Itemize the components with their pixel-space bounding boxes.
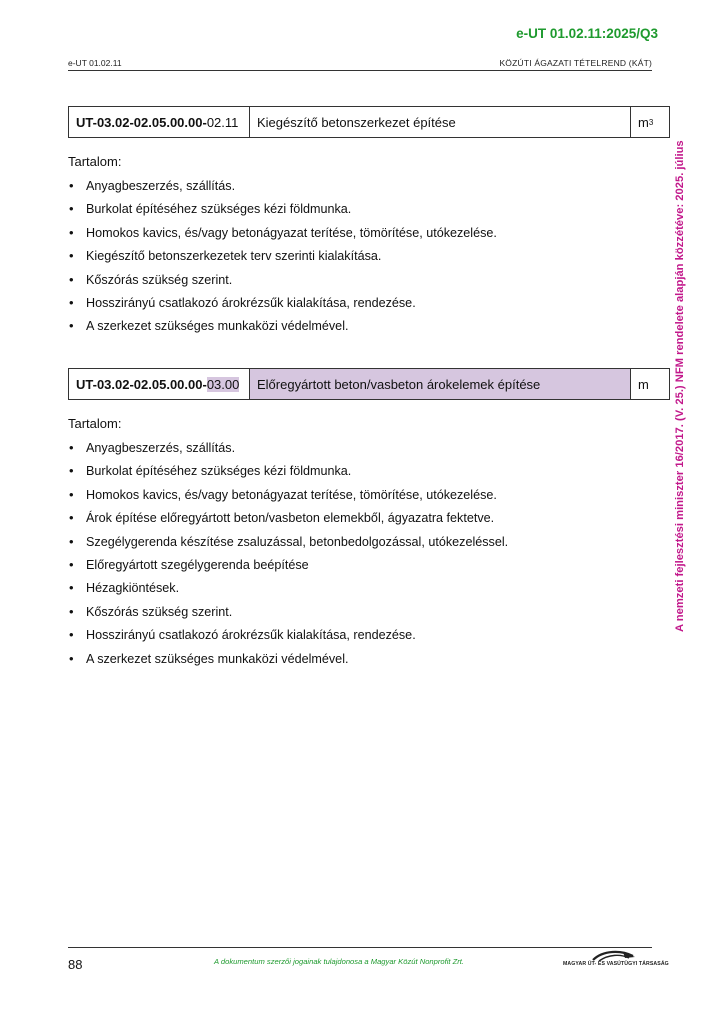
list-item: • Kőszórás szükség szerint. bbox=[68, 272, 497, 295]
list-item: • Kiegészítő betonszerkezetek terv szerinti kialakítása. bbox=[68, 248, 497, 271]
item-unit bbox=[631, 369, 669, 399]
copyright-notice: A dokumentum szerzői jogainak tulajdonosa a Magyar Közút Nonprofit Zrt. bbox=[214, 957, 465, 966]
publication-side-note: A nemzeti fejlesztési miniszter 16/2017. (V. 25.) NFM rendelete alapján közzétéve: 2025. július bbox=[674, 140, 686, 632]
list-item: • Burkolat építéséhez szükséges kézi földmunka. bbox=[68, 201, 497, 224]
header-divider bbox=[68, 70, 652, 71]
list-item: • Hézagkiöntések. bbox=[68, 580, 508, 603]
unit-superscript: 3 bbox=[648, 117, 654, 127]
bullet-list-1 bbox=[68, 178, 497, 342]
unit-label: m bbox=[638, 114, 649, 130]
item-title: Előregyártott beton/vasbeton árokelemek építése bbox=[250, 369, 631, 399]
list-item: • Árok építése előregyártott beton/vasbeton elemekből, ágyazatra fektetve. bbox=[68, 510, 508, 533]
item-title: Kiegészítő betonszerkezet építése bbox=[250, 107, 631, 137]
list-item: • Anyagbeszerzés, szállítás. bbox=[68, 178, 497, 201]
item-unit bbox=[631, 107, 669, 137]
list-item: • Kőszórás szükség szerint. bbox=[68, 604, 508, 627]
item-code-cell bbox=[69, 369, 250, 399]
page-number: 88 bbox=[68, 957, 83, 972]
item-code-prefix: UT-03.02-02.05.00.00- bbox=[76, 376, 207, 392]
item-code-cell bbox=[69, 107, 250, 137]
item-code-suffix: 02.11 bbox=[206, 114, 239, 130]
logo-text: MAGYAR ÚT- ÉS VASÚTÜGYI TÁRSASÁG bbox=[563, 961, 669, 967]
list-item: • A szerkezet szükséges munkaközi védelmével. bbox=[68, 318, 497, 341]
unit-label: m bbox=[638, 376, 649, 392]
list-item: • Homokos kavics, és/vagy betonágyazat terítése, tömörítése, utókezelése. bbox=[68, 225, 497, 248]
bullet-list-2 bbox=[68, 440, 508, 674]
document-id: e-UT 01.02.11:2025/Q3 bbox=[516, 26, 658, 41]
contents-label: Tartalom: bbox=[68, 416, 122, 431]
item-table-2 bbox=[68, 368, 670, 400]
list-item: • Előregyártott szegélygerenda beépítése bbox=[68, 557, 508, 580]
item-code-suffix: 03.00 bbox=[206, 376, 240, 392]
item-code-prefix: UT-03.02-02.05.00.00- bbox=[76, 114, 207, 130]
list-item: • Homokos kavics, és/vagy betonágyazat terítése, tömörítése, utókezelése. bbox=[68, 487, 508, 510]
header-right: KÖZÚTI ÁGAZATI TÉTELREND (KÁT) bbox=[499, 58, 652, 68]
list-item: • Anyagbeszerzés, szállítás. bbox=[68, 440, 508, 463]
header-left: e-UT 01.02.11 bbox=[68, 58, 122, 68]
list-item: • Hosszirányú csatlakozó árokrézsűk kialakítása, rendezése. bbox=[68, 295, 497, 318]
list-item: • A szerkezet szükséges munkaközi védelmével. bbox=[68, 651, 508, 674]
running-header bbox=[68, 58, 652, 70]
item-table-1 bbox=[68, 106, 670, 138]
contents-label: Tartalom: bbox=[68, 154, 122, 169]
list-item: • Burkolat építéséhez szükséges kézi földmunka. bbox=[68, 463, 508, 486]
list-item: • Szegélygerenda készítése zsaluzással, betonbedolgozással, utókezeléssel. bbox=[68, 534, 508, 557]
list-item: • Hosszirányú csatlakozó árokrézsűk kialakítása, rendezése. bbox=[68, 627, 508, 650]
